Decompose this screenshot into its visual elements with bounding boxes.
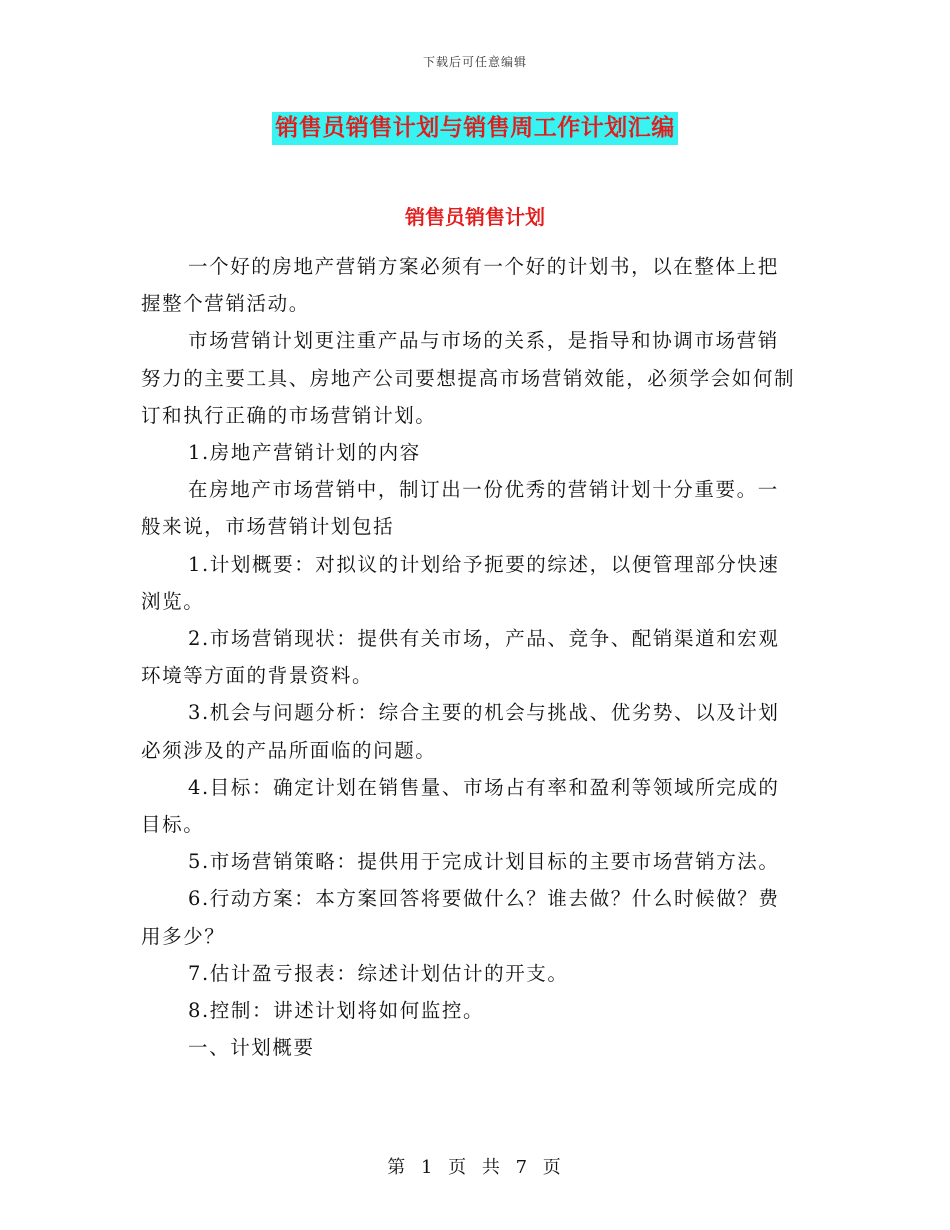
paragraph: 1.房地产营销计划的内容 — [188, 441, 421, 465]
paragraph: 4.目标：确定计划在销售量、市场占有率和盈利等领域所完成的目标。 — [141, 775, 780, 837]
paragraph: 市场营销计划更注重产品与市场的关系，是指导和协调市场营销努力的主要工具、房地产公司要想提高市场营销效能，必须学会如何制订和执行正确的市场营销计划。 — [141, 329, 796, 427]
paragraph: 3.机会与问题分析：综合主要的机会与挑战、优劣势、以及计划必须涉及的产品所面临的问题。 — [141, 701, 780, 762]
page-number-footer: 第 1 页 共 7 页 — [387, 1157, 563, 1178]
document-title: 销售员销售计划与销售周工作计划汇编 — [272, 112, 678, 145]
paragraph: 在房地产市场营销中，制订出一份优秀的营销计划十分重要。一般来说，市场营销计划包括 — [141, 478, 779, 539]
paragraph: 1.计划概要：对拟议的计划给予扼要的综述，以便管理部分快速浏览。 — [141, 552, 780, 613]
paragraph: 6.行动方案：本方案回答将要做什么？谁去做？什么时候做？费用多少？ — [141, 887, 780, 948]
body-text — [141, 248, 796, 1066]
paragraph: 8.控制：讲述计划将如何监控。 — [188, 999, 485, 1023]
section-title: 销售员销售计划 — [405, 205, 545, 229]
document-title-container — [0, 112, 950, 145]
paragraph: 2.市场营销现状：提供有关市场，产品、竞争、配销渠道和宏观环境等方面的背景资料。 — [141, 627, 780, 688]
paragraph: 一个好的房地产营销方案必须有一个好的计划书，以在整体上把握整个营销活动。 — [141, 255, 779, 316]
header-note: 下载后可任意编辑 — [422, 55, 527, 69]
paragraph: 5.市场营销策略：提供用于完成计划目标的主要市场营销方法。 — [188, 850, 780, 874]
paragraph: 7.估计盈亏报表：综述计划估计的开支。 — [188, 961, 569, 985]
paragraph: 一、计划概要 — [188, 1036, 315, 1060]
